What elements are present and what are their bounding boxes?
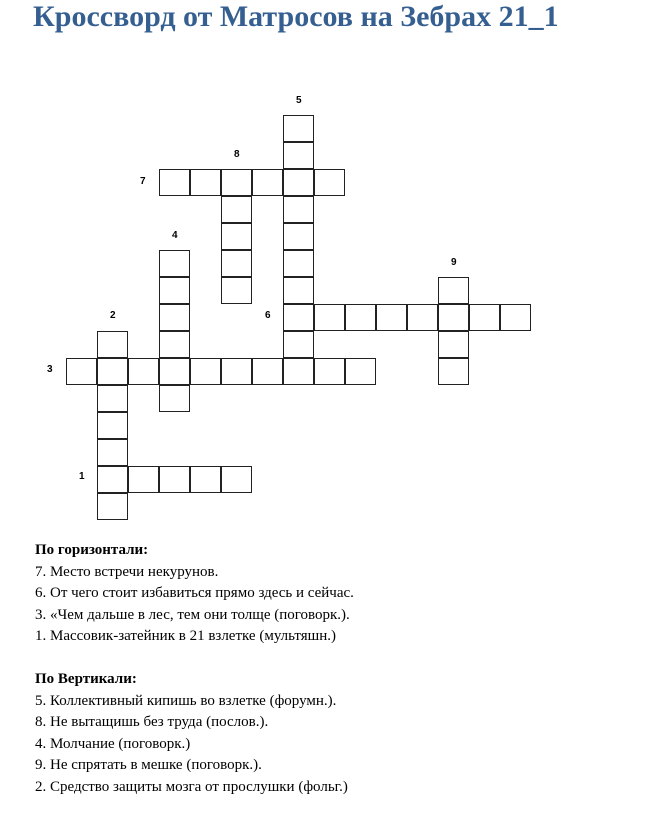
clue-number-1: 1 <box>79 471 85 482</box>
page-title: Кроссворд от Матросов на Зебрах 21_1 <box>33 0 559 33</box>
grid-cell[interactable] <box>314 304 345 331</box>
down-clue-8: 8. Не вытащишь без труда (послов.). <box>35 714 269 730</box>
down-heading: По Вертикали: <box>35 671 137 687</box>
grid-cell[interactable] <box>283 115 314 142</box>
grid-cell[interactable] <box>221 466 252 493</box>
grid-cell[interactable] <box>97 385 128 412</box>
grid-cell[interactable] <box>221 250 252 277</box>
grid-cell[interactable] <box>345 304 376 331</box>
across-clue-6: 6. От чего стоит избавиться прямо здесь и сейчас. <box>35 585 354 601</box>
grid-cell[interactable] <box>97 331 128 358</box>
grid-cell[interactable] <box>159 277 190 304</box>
grid-cell[interactable] <box>66 358 97 385</box>
clue-number-5: 5 <box>296 95 302 106</box>
grid-cell[interactable] <box>376 304 407 331</box>
grid-cell[interactable] <box>252 169 283 196</box>
grid-cell[interactable] <box>283 277 314 304</box>
grid-cell[interactable] <box>283 250 314 277</box>
grid-cell[interactable] <box>97 358 128 385</box>
grid-cell[interactable] <box>438 331 469 358</box>
clue-number-4: 4 <box>172 230 178 241</box>
grid-cell[interactable] <box>407 304 438 331</box>
clue-number-7: 7 <box>140 176 146 187</box>
grid-cell[interactable] <box>97 466 128 493</box>
across-clue-7: 7. Место встречи некурунов. <box>35 563 219 580</box>
grid-cell[interactable] <box>438 358 469 385</box>
grid-cell[interactable] <box>221 196 252 223</box>
grid-cell[interactable] <box>283 169 314 196</box>
across-clue-3: 3. «Чем дальше в лес, тем они толще (поговорк.). <box>35 606 350 623</box>
clues-section <box>35 540 635 798</box>
across-heading: По горизонтали: <box>35 542 149 558</box>
grid-cell[interactable] <box>159 358 190 385</box>
clue-number-8: 8 <box>234 149 240 160</box>
grid-cell[interactable] <box>283 331 314 358</box>
grid-cell[interactable] <box>159 466 190 493</box>
grid-cell[interactable] <box>159 169 190 196</box>
clue-number-6: 6 <box>265 310 271 321</box>
grid-cell[interactable] <box>159 385 190 412</box>
grid-cell[interactable] <box>159 304 190 331</box>
across-clue-1: 1. Массовик-затейник в 21 взлетке (мультяшн.) <box>35 628 337 644</box>
grid-cell[interactable] <box>221 277 252 304</box>
grid-cell[interactable] <box>97 412 128 439</box>
grid-cell[interactable] <box>159 331 190 358</box>
grid-cell[interactable] <box>500 304 531 331</box>
down-clue-4: 4. Молчание (поговорк.) <box>35 735 191 752</box>
down-clue-2: 2. Средство защиты мозга от прослушки (фольг.) <box>35 778 348 795</box>
grid-cell[interactable] <box>314 358 345 385</box>
grid-cell[interactable] <box>190 466 221 493</box>
grid-cell[interactable] <box>97 493 128 520</box>
grid-cell[interactable] <box>252 358 283 385</box>
clue-number-9: 9 <box>451 257 457 268</box>
grid-cell[interactable] <box>345 358 376 385</box>
down-clue-5: 5. Коллективный кипишь во взлетке (форумн.). <box>35 692 337 709</box>
clue-number-2: 2 <box>110 310 116 321</box>
grid-cell[interactable] <box>128 466 159 493</box>
grid-cell[interactable] <box>128 358 159 385</box>
grid-cell[interactable] <box>159 250 190 277</box>
grid-cell[interactable] <box>283 358 314 385</box>
grid-cell[interactable] <box>438 277 469 304</box>
down-clue-9: 9. Не спрятать в мешке (поговорк.). <box>35 757 262 773</box>
grid-cell[interactable] <box>469 304 500 331</box>
clue-number-3: 3 <box>47 364 53 375</box>
grid-cell[interactable] <box>283 196 314 223</box>
grid-cell[interactable] <box>283 142 314 169</box>
grid-cell[interactable] <box>221 223 252 250</box>
grid-cell[interactable] <box>221 169 252 196</box>
grid-cell[interactable] <box>190 358 221 385</box>
grid-cell[interactable] <box>438 304 469 331</box>
grid-cell[interactable] <box>283 304 314 331</box>
grid-cell[interactable] <box>221 358 252 385</box>
grid-cell[interactable] <box>283 223 314 250</box>
grid-cell[interactable] <box>314 169 345 196</box>
grid-cell[interactable] <box>190 169 221 196</box>
grid-cell[interactable] <box>97 439 128 466</box>
